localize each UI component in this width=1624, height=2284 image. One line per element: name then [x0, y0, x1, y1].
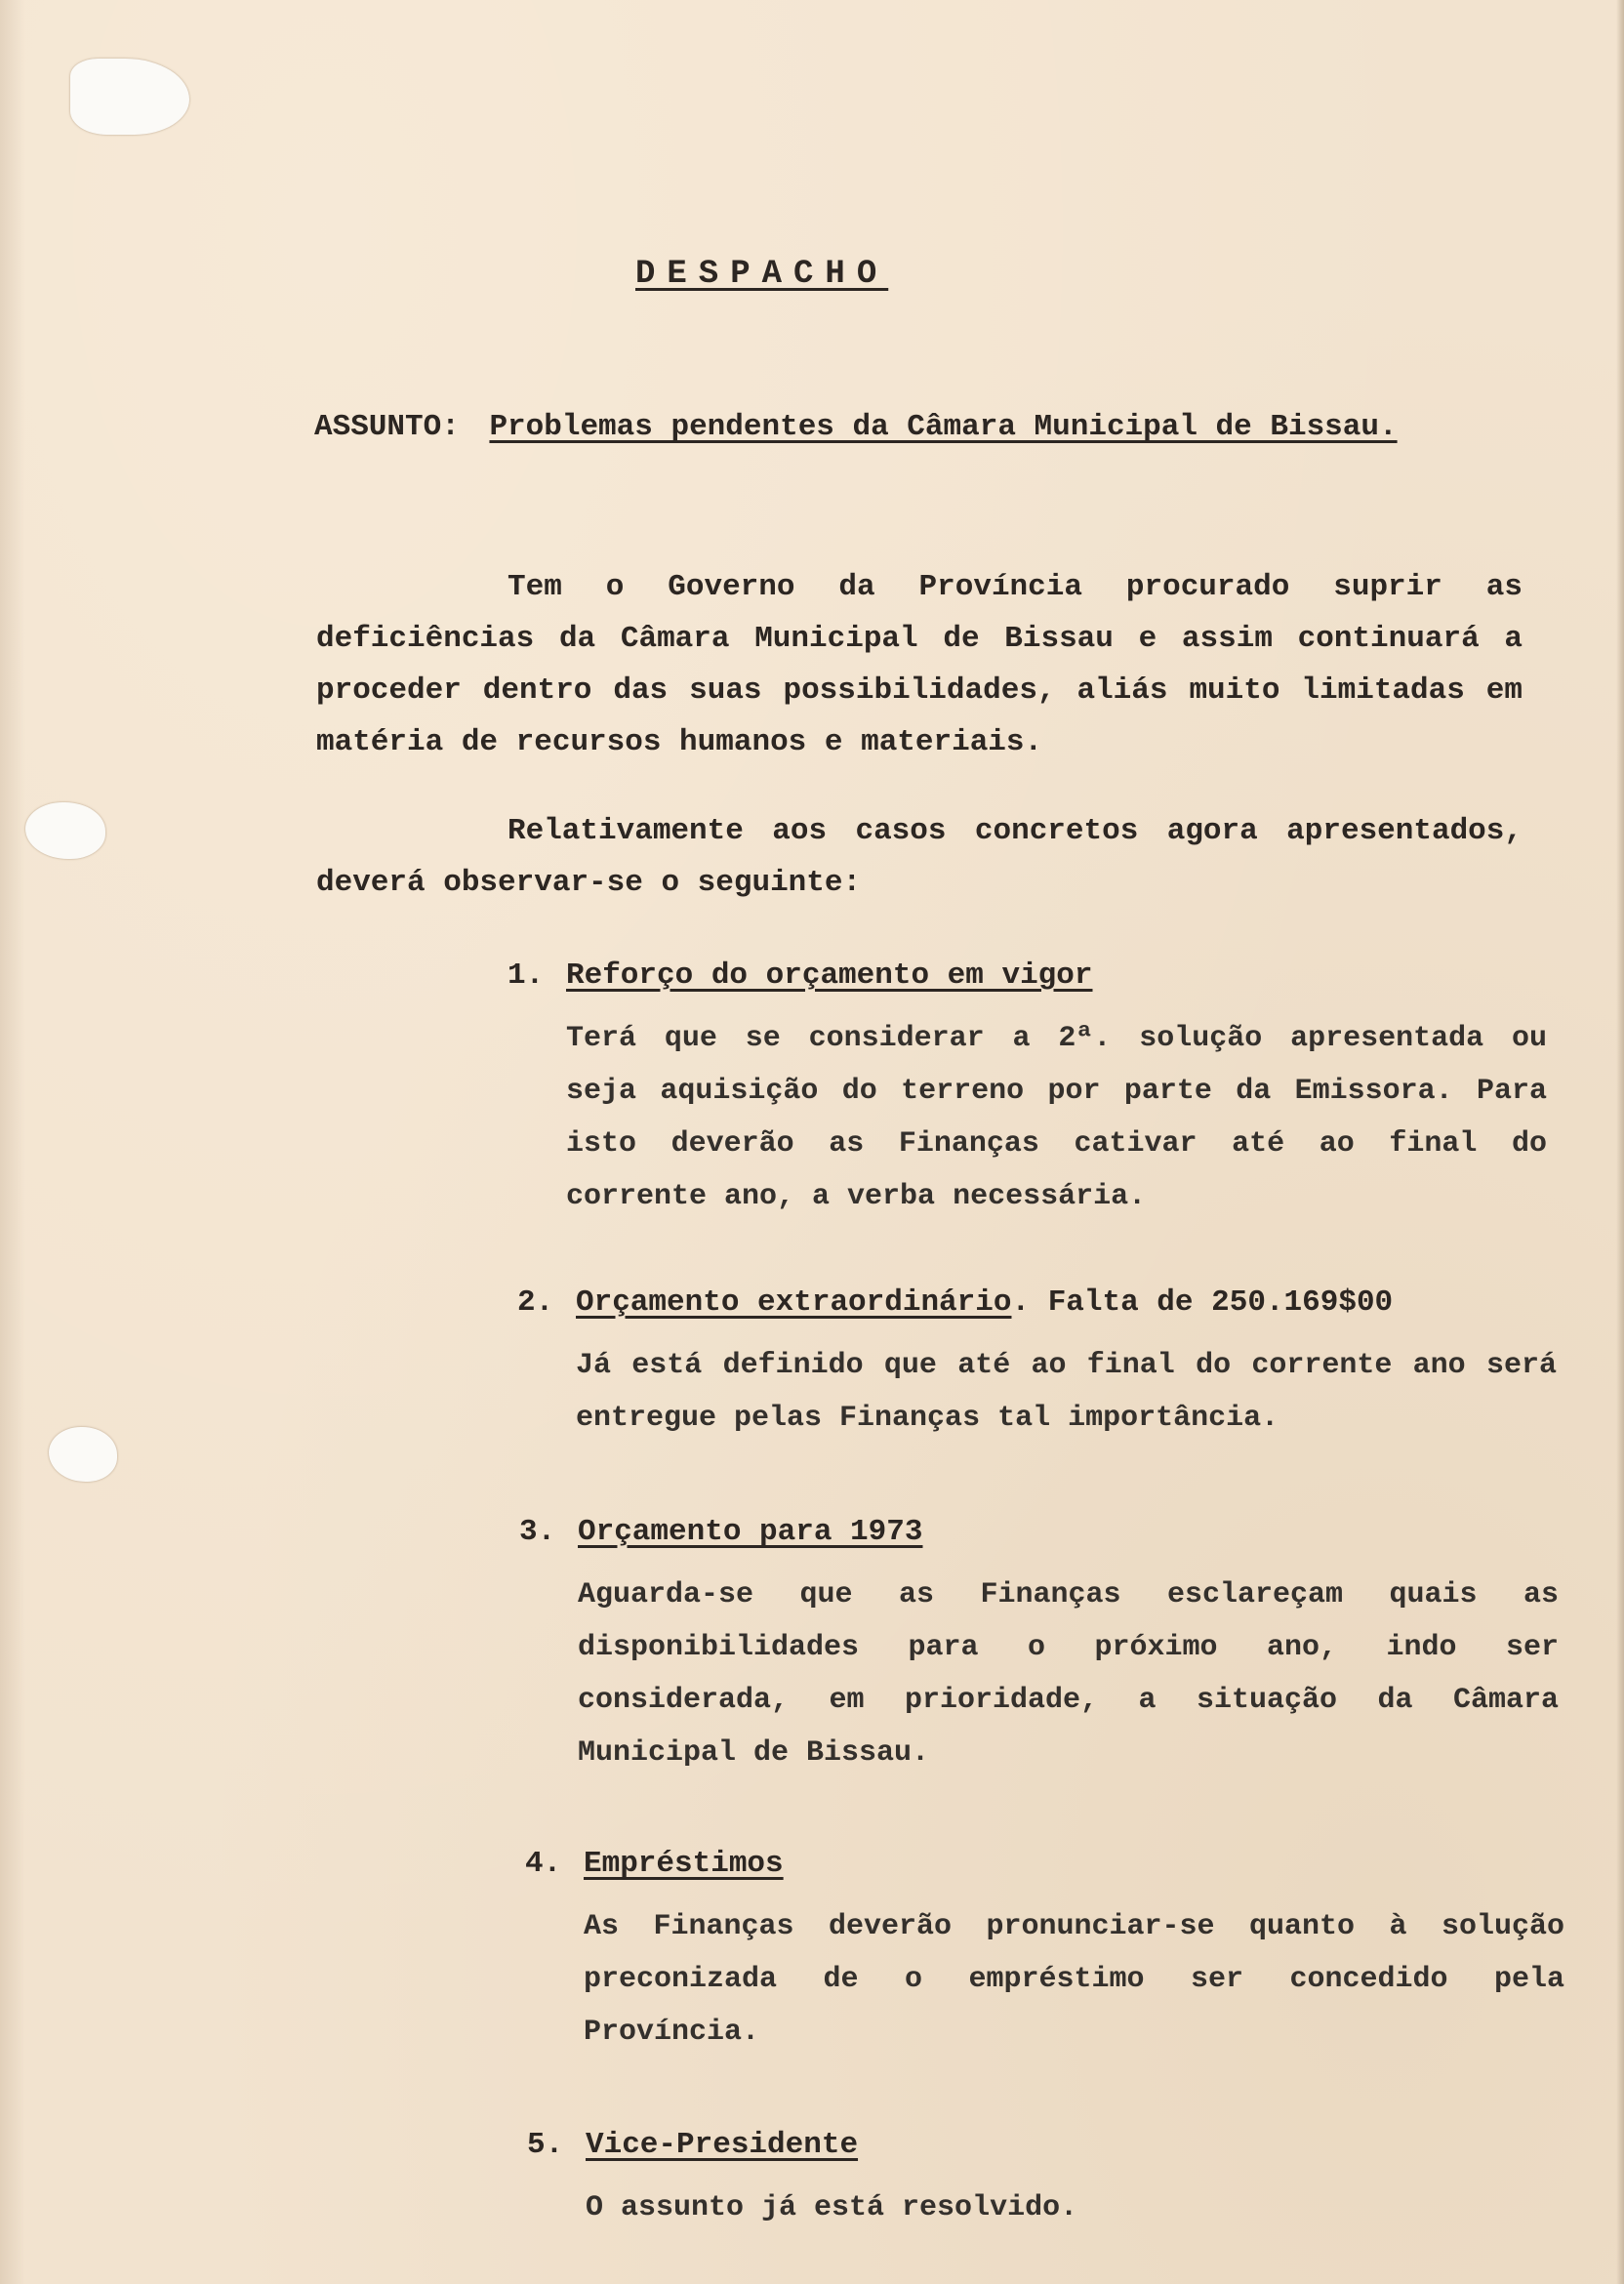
list-item [517, 1279, 1557, 1445]
list-item [519, 1508, 1559, 1779]
item-heading [517, 1279, 1557, 1327]
item-number: 1. [508, 958, 545, 993]
item-body: Terá que se considerar a 2ª. solução apresentada ou seja aquisição do terreno por parte da Emissora. Para isto deverão as Finanças cativar até ao final do corrente ano, a verba necessária. [566, 1022, 1547, 1213]
item-heading [527, 2121, 1566, 2170]
item-body: O assunto já está resolvido. [586, 2191, 1078, 2224]
intro-paragraph: Tem o Governo da Província procurado suprir as deficiências da Câmara Municipal de Bissau e assim continuará a proceder dentro das suas possibilidades, aliás muito limitadas em matéria de recursos humanos e materiais. [316, 570, 1522, 759]
item-body: Já está definido que até ao final do corrente ano será entregue pelas Finanças tal importância. [576, 1349, 1557, 1435]
list-item [525, 1840, 1564, 2059]
item-title-extra: . Falta de 250.169$00 [1011, 1285, 1394, 1320]
item-heading [519, 1508, 1559, 1557]
item-heading [508, 952, 1547, 1000]
item-number: 2. [517, 1285, 554, 1320]
item-title: Reforço do orçamento em vigor [566, 958, 1093, 993]
item-title: Empréstimos [584, 1847, 784, 1881]
punch-hole-top [70, 59, 189, 135]
item-body: Aguarda-se que as Finanças esclareçam quais as disponibilidades para o próximo ano, indo ser considerada, em prioridade, a situação da Câmara Municipal de Bissau. [578, 1578, 1559, 1770]
subject-label: ASSUNTO: [314, 410, 460, 444]
item-number: 4. [525, 1847, 562, 1881]
punch-hole-middle [25, 802, 105, 859]
item-title: Orçamento extraordinário [576, 1285, 1012, 1320]
punch-hole-lower [49, 1427, 117, 1482]
item-body: As Finanças deverão pronunciar-se quanto à solução preconizada de o empréstimo ser concedido pela Província. [584, 1910, 1564, 2049]
subject-line [314, 410, 1398, 444]
subject-text: Problemas pendentes da Câmara Municipal de Bissau. [489, 410, 1398, 444]
lead-in-paragraph: Relativamente aos casos concretos agora apresentados, deverá observar-se o seguinte: [316, 814, 1522, 900]
item-heading [525, 1840, 1564, 1889]
list-item [527, 2121, 1566, 2234]
item-title: Orçamento para 1973 [578, 1515, 923, 1549]
item-number: 3. [519, 1515, 556, 1549]
list-item [508, 952, 1547, 1223]
item-title: Vice-Presidente [586, 2128, 859, 2162]
item-number: 5. [527, 2128, 564, 2162]
document-title: DESPACHO [635, 256, 889, 293]
